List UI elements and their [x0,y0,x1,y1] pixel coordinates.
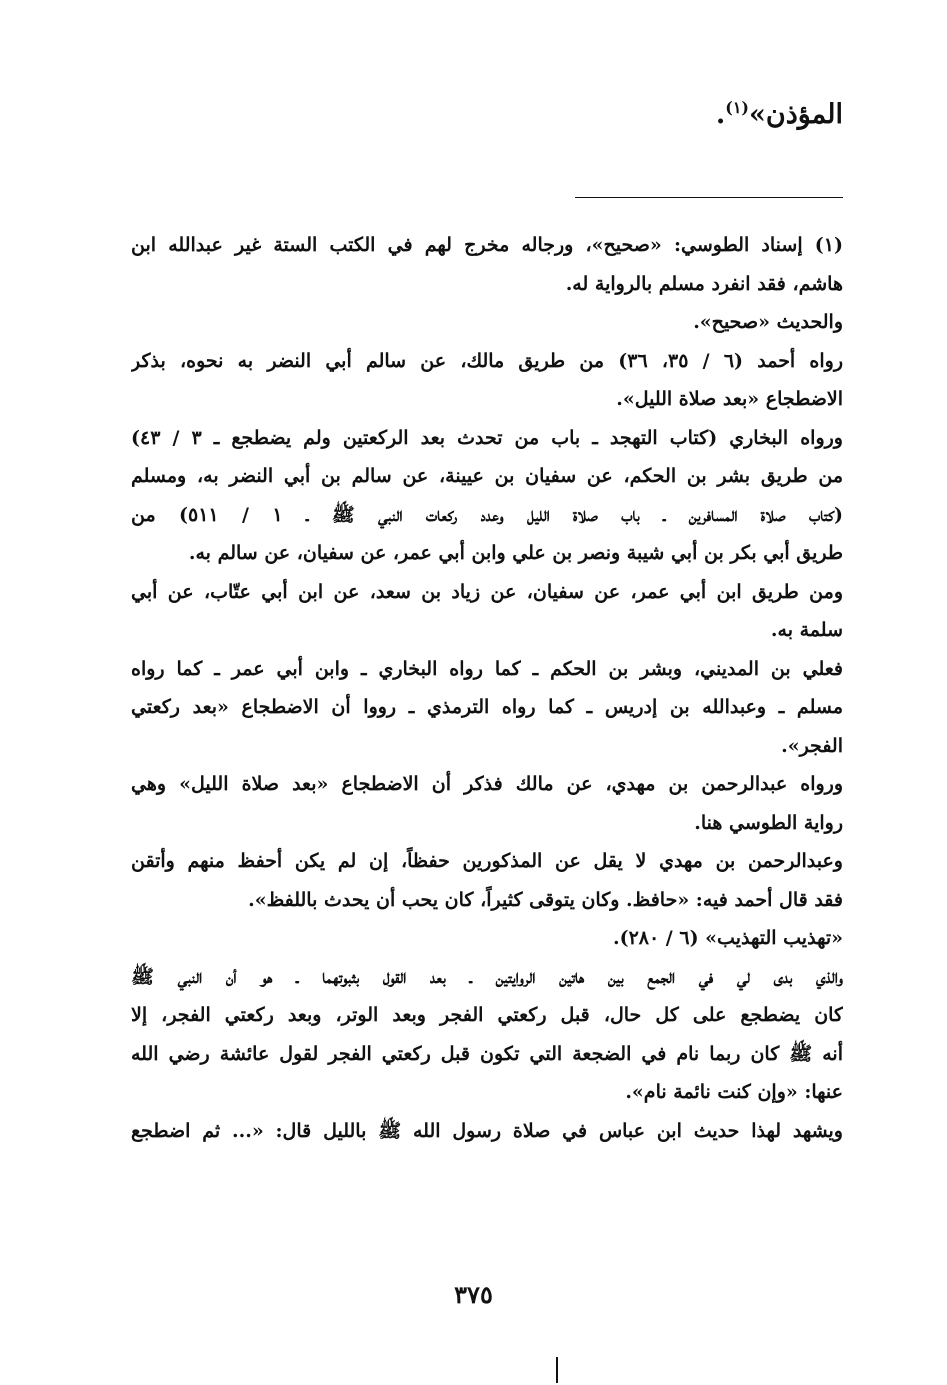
footnote-line: (١) إسناد الطوسي: «صحيح»، ورجاله مخرج لهم في الكتب الستة غير عبدالله ابن [131,234,843,256]
footnote-line: مسلم ـ وعبدالله بن إدريس ـ كما رواه الترمذي ـ رووا أن الاضطجاع «بعد ركعتي [131,696,843,718]
main-text-before-note: المؤذن» [748,99,843,130]
footnote-line: أنه ﷺ كان ربما نام في الضجعة التي تكون قبل ركعتي الفجر لقول عائشة رضي الله [131,1042,843,1065]
footnote-line: ومن طريق ابن أبي عمر، عن سفيان، عن زياد بن سعد، عن ابن أبي عتّاب، عن أبي [131,580,843,603]
footnote-line: الفجر». [781,734,843,757]
main-text-after-note: . [715,99,726,130]
footnote-line: هاشم، فقد انفرد مسلم بالرواية له. [565,272,843,295]
page-number: ٣٧٥ [454,1280,493,1309]
main-text-line [716,98,843,130]
footnote-block [131,226,843,1150]
footnote-line: وعبدالرحمن بن مهدي لا يقل عن المذكورين حفظاً، إن لم يكن أحفظ منهم وأتقن [131,850,843,872]
footnote-line: والحديث «صحيح». [693,311,843,333]
footnote-line: «تهذيب التهذيب» (٦ / ٢٨٠). [612,927,843,949]
footnote-line: فقد قال أحمد فيه: «حافظ. وكان يتوقى كثيراً، كان يحب أن يحدث باللفظ». [248,888,843,911]
footnote-separator [575,197,843,198]
footnote-line: فعلي بن المديني، وبشر بن الحكم ـ كما رواه البخاري ـ وابن أبي عمر ـ كما رواه [131,657,843,680]
footnote-line: ويشهد لهذا حديث ابن عباس في صلاة رسول الله ﷺ بالليل قال: «... ثم اضطجع [131,1119,843,1142]
footnote-line: ورواه عبدالرحمن بن مهدي، عن مالك فذكر أن الاضطجاع «بعد صلاة الليل» وهي [131,773,843,795]
footnote-line: الاضطجاع «بعد صلاة الليل». [616,388,843,410]
footnote-line: طريق أبي بكر بن أبي شيبة ونصر بن علي وابن أبي عمر، عن سفيان، عن سالم به. [188,542,843,564]
footnote-line: عنها: «وإن كنت نائمة نام». [625,1081,843,1103]
scan-edge-mark [556,1357,558,1383]
footnote-line: رواه أحمد (٦ / ٣٥، ٣٦) من طريق مالك، عن سالم أبي النضر به نحوه، بذكر [131,349,843,372]
footnote-line: والذي بدى لي في الجمع بين هاتين الروايتين ـ بعد القول بثبوتهما ـ هو أن النبي ﷺ [131,965,843,988]
footnote-line: كان يضطجع على كل حال، قبل ركعتي الفجر وبعد الوتر، وبعد ركعتي الفجر، إلا [131,1004,843,1026]
footnote-reference: (١) [725,98,749,117]
footnote-line: (كتاب صلاة المسافرين ـ باب صلاة الليل وعدد ركعات النبي ﷺ ـ ١ / ٥١١) من [131,503,843,526]
footnote-line: من طريق بشر بن الحكم، عن سفيان بن عيينة، عن سالم بن أبي النضر به، ومسلم [131,465,843,487]
footnote-line: رواية الطوسي هنا. [694,811,843,834]
footnote-line: ورواه البخاري (كتاب التهجد ـ باب من تحدث بعد الركعتين ولم يضطجع ـ ٣ / ٤٣) [131,426,843,449]
footnote-line: سلمة به. [770,619,843,641]
